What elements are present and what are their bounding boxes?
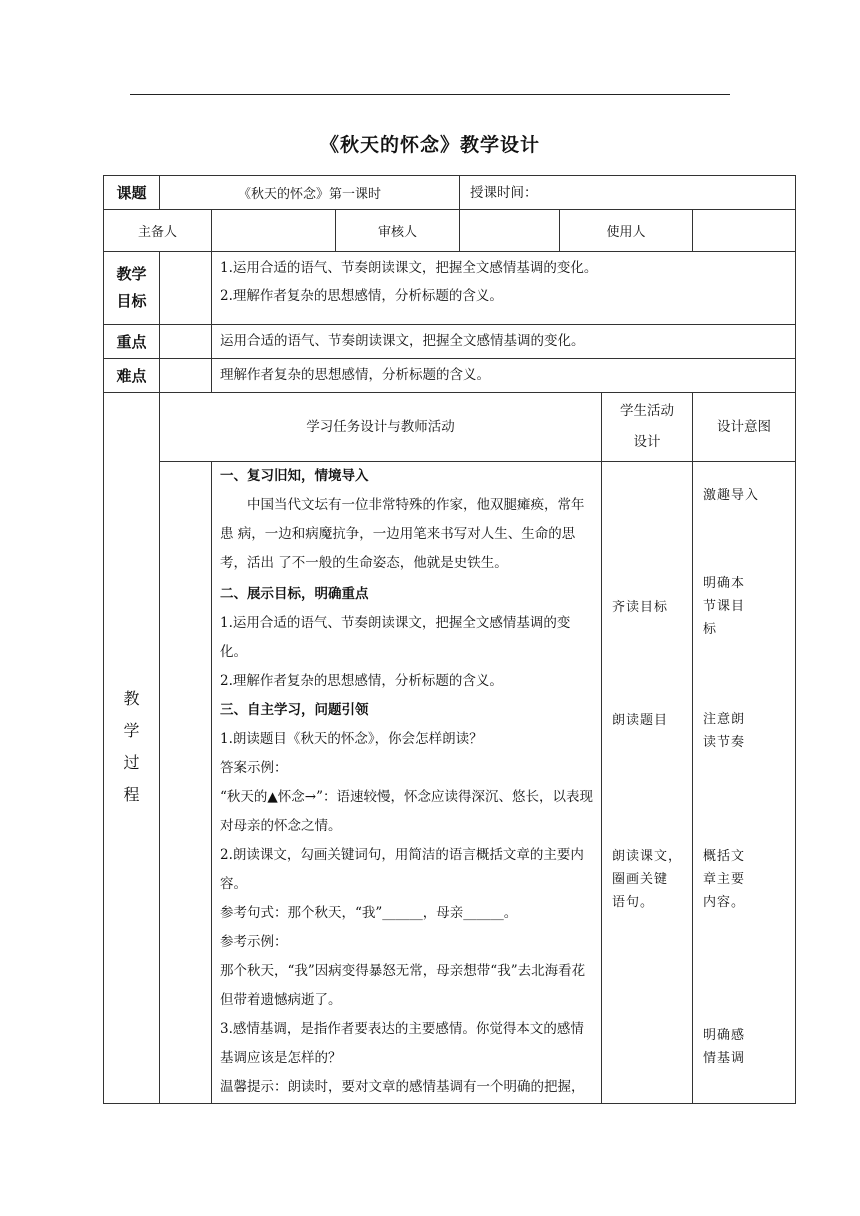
process-empty-cell: [160, 462, 212, 1104]
section-heading: 一、复习旧知，情境导入: [220, 468, 369, 484]
design-intent-line: 节课目: [703, 599, 746, 614]
class-time-label: 授课时间：: [460, 176, 796, 210]
student-activity-cell: [602, 462, 693, 1104]
student-column-header: [602, 393, 693, 462]
process-label: [104, 393, 160, 1104]
student-header-line-2: 设计: [633, 434, 661, 450]
process-label-char: 程: [123, 785, 140, 804]
row-process-header: [104, 393, 796, 462]
design-intent-line: 明确感: [703, 1028, 746, 1043]
goal-item: 2.理解作者复杂的思想感情，分析标题的含义。: [220, 673, 503, 689]
task-content: [212, 462, 602, 1104]
example-answer: 那个秋天，“我”因病变得暴怒无常，母亲想带“我”去北海看花但带着遗憾病逝了。: [220, 963, 586, 1008]
goal-item: 1.运用合适的语气、节奏朗读课文，把握全文感情基调的变化。: [220, 260, 598, 276]
preparer-label: 主备人: [104, 210, 212, 252]
student-activity-line: 语句。: [612, 895, 655, 910]
design-intent-line: 概括文: [703, 849, 746, 864]
difficulty-text: 理解作者复杂的思想感情，分析标题的含义。: [212, 359, 796, 393]
intent-column-header: 设计意图: [693, 393, 796, 462]
row-difficulty: [104, 359, 796, 393]
design-intent-line: 明确本: [703, 576, 746, 591]
student-header-line-1: 学生活动: [620, 403, 675, 419]
goals-empty-cell: [160, 252, 212, 325]
sentence-pattern: 参考句式：那个秋天，“我”______，母亲______。: [220, 905, 518, 921]
reading-tip: 温馨提示：朗读时，要对文章的感情基调有一个明确的把握，: [220, 1079, 585, 1095]
example-label: 参考示例：: [220, 934, 288, 950]
difficulty-empty-cell: [160, 359, 212, 393]
design-intent: 激趣导入: [703, 488, 760, 503]
section-heading: 二、展示目标，明确重点: [220, 586, 369, 602]
lesson-plan-table: [103, 175, 796, 1104]
design-intent-line: 标: [703, 622, 718, 637]
document-title: 《秋天的怀念》教学设计: [319, 134, 540, 156]
question-2: 2.朗读课文，勾画关键词句，用简洁的语言概括文章的主要内容。: [220, 847, 584, 892]
question-1: 1.朗读题目《秋天的怀念》，你会怎样朗读？: [220, 731, 483, 747]
row-staff: [104, 210, 796, 252]
topic-label: 课题: [104, 176, 160, 210]
question-3: 3.感情基调，是指作者要表达的主要感情。你觉得本文的感情基调应该是怎样的？: [220, 1021, 584, 1066]
answer-label: 答案示例：: [220, 760, 288, 776]
user-label: 使用人: [560, 210, 693, 252]
design-intent: [703, 572, 745, 641]
process-label-char: 教: [123, 689, 140, 708]
reviewer-value: [460, 210, 560, 252]
design-intent-line: 内容。: [703, 895, 746, 910]
design-intent-line: 章主要: [703, 872, 746, 887]
intro-paragraph: 中国当代文坛有一位非常特殊的作家，他双腿瘫痪，常年患 病，一边和病魔抗争，一边用笔来书写对人生、生命的思考，活出 了不一般的生命姿态，他就是史铁生。: [220, 497, 585, 571]
keypoint-label: 重点: [104, 325, 160, 359]
design-intent-line: 注意朗: [703, 712, 746, 727]
design-intent: [703, 845, 745, 914]
student-activity-line: 朗读课文，: [612, 849, 683, 864]
row-process-body: [104, 462, 796, 1104]
topic-value: 《秋天的怀念》第一课时: [160, 176, 460, 210]
process-label-char: 过: [123, 753, 140, 772]
keypoint-empty-cell: [160, 325, 212, 359]
row-goals: [104, 252, 796, 325]
keypoint-text: 运用合适的语气、节奏朗读课文，把握全文感情基调的变化。: [212, 325, 796, 359]
design-intent-line: 情基调: [703, 1051, 746, 1066]
process-label-char: 学: [123, 721, 140, 740]
goal-item: 1.运用合适的语气、节奏朗读课文，把握全文感情基调的变化。: [220, 615, 571, 660]
answer-1: “秋天的▲怀念→”：语速较慢，怀念应读得深沉、悠长，以表现对母亲的怀念之情。: [220, 789, 593, 834]
reviewer-label: 审核人: [336, 210, 460, 252]
row-keypoint: [104, 325, 796, 359]
student-activity: 朗读题目: [612, 713, 669, 728]
header-rule: [130, 94, 730, 95]
goal-item: 2.理解作者复杂的思想感情，分析标题的含义。: [220, 288, 503, 304]
student-activity: [612, 845, 682, 914]
design-intent-cell: [693, 462, 796, 1104]
design-intent-line: 读节奏: [703, 735, 746, 750]
section-heading: 三、自主学习，问题引领: [220, 702, 369, 718]
difficulty-label: 难点: [104, 359, 160, 393]
user-value: [693, 210, 796, 252]
goals-label-line-1: 教学: [116, 265, 147, 283]
goals-label: [104, 252, 160, 325]
student-activity: 齐读目标: [612, 600, 669, 615]
preparer-value: [212, 210, 336, 252]
student-activity-line: 圈画关键: [612, 872, 669, 887]
design-intent: [703, 1024, 745, 1070]
goals-label-line-2: 目标: [116, 292, 147, 310]
task-column-header: 学习任务设计与教师活动: [160, 393, 602, 462]
design-intent: [703, 708, 745, 754]
goals-content: [212, 252, 796, 325]
row-topic: [104, 176, 796, 210]
